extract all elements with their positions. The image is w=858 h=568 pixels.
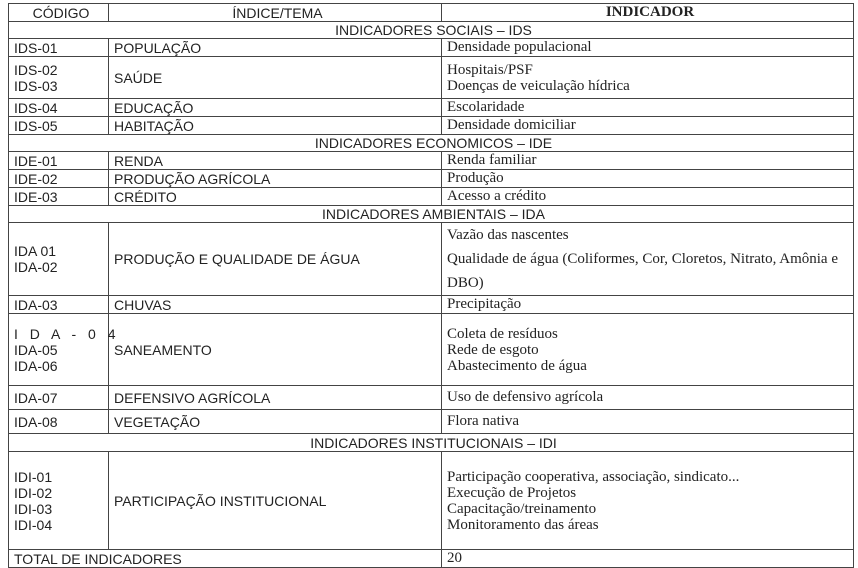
indicators-table [8,3,854,568]
code-value: IDA-05 [14,341,58,358]
code-value: IDS-03 [14,77,58,94]
header-indicador: INDICADOR [442,4,854,22]
indicator-value: Capacitação/treinamento [447,500,597,517]
theme-cell: POPULAÇÃO [109,39,442,57]
indicator-value: Qualidade de água (Coliformes, Cor, Cloretos, Nitrato, Amônia e DBO) [447,251,838,291]
total-row [9,550,854,568]
indicator-cell [442,223,854,296]
table-row [9,152,854,170]
theme-cell: CHUVAS [109,296,442,314]
section-row-ids [9,22,854,39]
section-row-ide [9,135,854,152]
theme-cell: PRODUÇÃO AGRÍCOLA [109,170,442,188]
table-row [9,223,854,296]
theme-cell: HABITAÇÃO [109,117,442,135]
code-cell: IDE-02 [9,170,109,188]
theme-cell: EDUCAÇÃO [109,99,442,117]
code-cell [9,314,120,386]
theme-cell: CRÉDITO [109,188,442,206]
indicator-value: Participação cooperativa, associação, sindicato... [447,468,740,485]
code-cell [9,223,109,296]
code-cell: IDS-01 [9,39,109,57]
code-cell: IDA-07 [9,386,109,410]
code-value: I D A - 0 4 [14,325,120,342]
code-value: IDA 01 [14,243,57,259]
indicator-value: Coleta de resíduos [447,325,558,342]
table-row [9,296,854,314]
indicator-cell: Escolaridade [442,99,854,117]
code-value: IDI-01 [14,468,53,485]
indicator-value: Execução de Projetos [447,484,577,501]
header-indice-tema: ÍNDICE/TEMA [109,4,442,22]
table-row [9,452,854,550]
table-row [9,39,854,57]
indicator-cell: Uso de defensivo agrícola [442,386,854,410]
code-cell: IDS-04 [9,99,109,117]
code-cell [9,57,109,99]
theme-cell: PARTICIPAÇÃO INSTITUCIONAL [109,452,442,550]
theme-cell: SANEAMENTO [109,314,442,386]
table-header-row [9,4,854,22]
theme-cell: PRODUÇÃO E QUALIDADE DE ÁGUA [109,223,442,296]
code-cell: IDA-08 [9,410,109,434]
indicator-cell: Precipitação [442,296,854,314]
indicator-value: Abastecimento de água [447,357,587,374]
table-row [9,314,854,386]
indicator-cell [442,452,854,550]
table-row [9,99,854,117]
section-row-ida [9,206,854,223]
table-row [9,57,854,99]
code-value: IDS-02 [14,61,58,78]
header-codigo: CÓDIGO [9,4,109,22]
indicator-cell: Densidade domiciliar [442,117,854,135]
indicator-value: Doenças de veiculação hídrica [447,77,630,94]
indicator-cell [442,314,854,386]
indicator-cell: Acesso a crédito [442,188,854,206]
section-title-ide: INDICADORES ECONOMICOS – IDE [9,135,854,152]
indicator-cell: Produção [442,170,854,188]
table-row [9,117,854,135]
code-cell: IDA-03 [9,296,109,314]
indicator-value: Rede de esgoto [447,341,539,358]
code-value: IDA-06 [14,357,58,374]
code-cell: IDE-01 [9,152,109,170]
section-title-ida: INDICADORES AMBIENTAIS – IDA [9,206,854,223]
indicator-value: Monitoramento das áreas [447,516,599,533]
theme-cell: VEGETAÇÃO [109,410,442,434]
code-value: IDI-03 [14,500,53,517]
section-row-idi [9,434,854,452]
code-value: IDA-02 [14,259,58,275]
table-row [9,170,854,188]
code-cell [9,452,109,550]
section-title-idi: INDICADORES INSTITUCIONAIS – IDI [9,434,854,452]
indicator-value: Hospitais/PSF [447,61,533,78]
code-value: IDI-02 [14,484,53,501]
theme-cell: SAÚDE [109,57,442,99]
total-value: 20 [442,550,854,568]
indicator-cell: Renda familiar [442,152,854,170]
theme-cell: DEFENSIVO AGRÍCOLA [109,386,442,410]
code-cell: IDE-03 [9,188,109,206]
indicator-cell [442,57,854,99]
total-label: TOTAL DE INDICADORES [9,550,442,568]
section-title-ids: INDICADORES SOCIAIS – IDS [9,22,854,39]
indicator-value: Vazão das nascentes [447,227,569,243]
indicator-cell: Flora nativa [442,410,854,434]
indicator-cell: Densidade populacional [442,39,854,57]
theme-cell: RENDA [109,152,442,170]
code-cell: IDS-05 [9,117,109,135]
table-row [9,386,854,410]
code-value: IDI-04 [14,516,53,533]
table-row [9,188,854,206]
table-row [9,410,854,434]
